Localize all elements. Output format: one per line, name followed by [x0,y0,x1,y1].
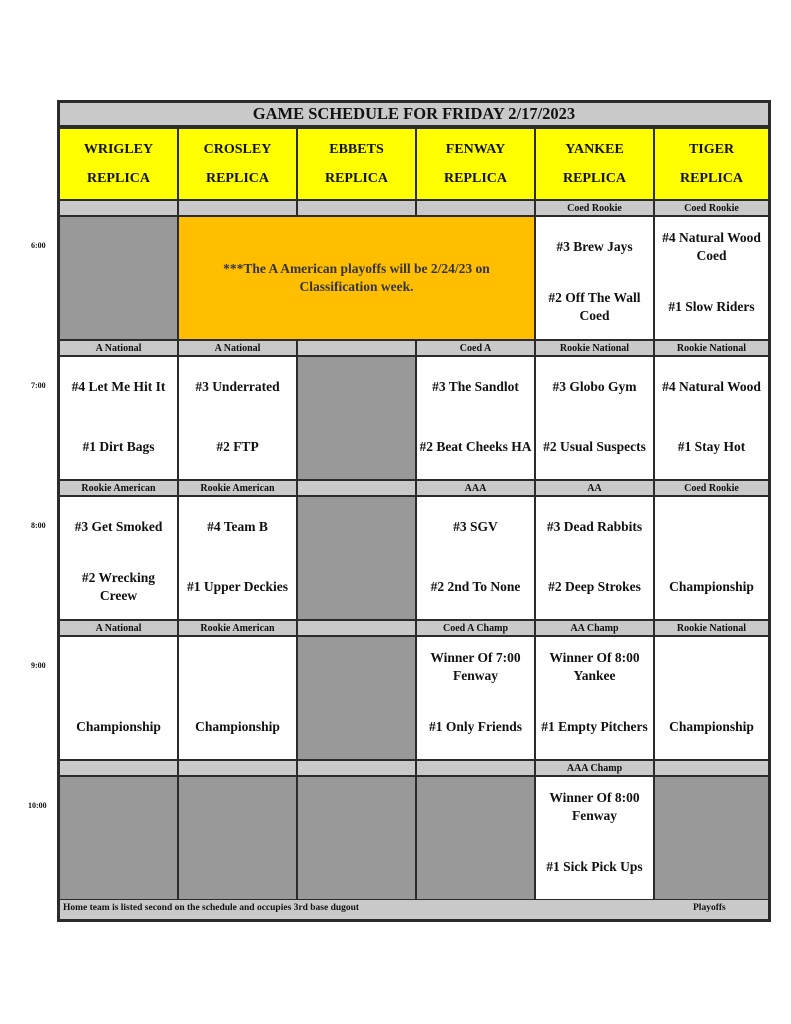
home-team: #3 Brew Jays [556,239,633,254]
field-name: WRIGLEY [83,141,154,157]
empty-slot [298,777,415,899]
division-label: Rookie American [179,481,296,495]
game-cell [536,637,653,759]
game-cell [179,357,296,479]
away-team: #1 Empty Pitchers [541,719,648,734]
home-team: #4 Team B [207,519,268,534]
empty-slot [298,357,415,479]
away-team: #2 Off The Wall Coed [548,290,641,323]
division-label [60,201,177,215]
division-label [298,621,415,635]
division-label: Rookie National [536,341,653,355]
division-label [60,761,177,775]
time-label: 8:00 [31,521,46,530]
home-team: #3 The Sandlot [432,379,519,394]
away-team: #2 Deep Strokes [548,579,641,594]
division-label [655,761,768,775]
field-subtitle: REPLICA [205,170,269,186]
division-label [179,761,296,775]
home-team: #4 Let Me Hit It [71,379,166,394]
field-header-fenway [417,129,534,199]
away-team: #1 Only Friends [428,719,522,734]
division-label [417,761,534,775]
footer [60,900,768,919]
game-title: Championship [669,579,754,594]
division-label: Rookie National [655,621,768,635]
field-header-crosley [179,129,296,199]
field-subtitle: REPLICA [443,170,507,186]
field-name: YANKEE [565,141,624,157]
announcement-banner: ***The A American playoffs will be 2/24/23 on Classification week. [179,217,534,339]
game-title: Championship [669,719,754,734]
game-cell [655,217,768,339]
field-header-tiger [655,129,768,199]
game-cell [655,637,768,759]
field-name: TIGER [688,141,735,157]
away-team: #1 Slow Riders [668,299,755,314]
division-label [298,481,415,495]
division-label [298,341,415,355]
game-cell [536,217,653,339]
away-team: #1 Upper Deckies [187,579,288,594]
field-subtitle: REPLICA [86,170,150,186]
field-subtitle: REPLICA [562,170,626,186]
game-cell [60,357,177,479]
division-label: Rookie American [60,481,177,495]
home-team: Winner Of 7:00 Fenway [430,650,521,683]
empty-slot [60,217,177,339]
division-label [417,201,534,215]
division-label: AA [536,481,653,495]
field-name: CROSLEY [203,141,272,157]
footer-playoffs-label: Playoffs [693,903,726,913]
schedule-title: GAME SCHEDULE FOR FRIDAY 2/17/2023 [60,103,768,127]
home-team: #3 Globo Gym [552,379,637,394]
time-label: 7:00 [31,381,46,390]
field-header-ebbets [298,129,415,199]
game-cell [179,497,296,619]
division-label: Coed A [417,341,534,355]
game-cell [655,357,768,479]
away-team: #2 Wrecking Creew [81,570,156,603]
field-header-wrigley [60,129,177,199]
game-cell [536,777,653,899]
home-team: Winner Of 8:00 Fenway [549,790,640,823]
empty-slot [60,777,177,899]
time-label: 10:00 [28,801,47,810]
division-label: A National [60,341,177,355]
time-label: 9:00 [31,661,46,670]
game-cell [536,497,653,619]
division-label: AAA [417,481,534,495]
home-team: #4 Natural Wood Coed [662,230,761,263]
game-cell [60,637,177,759]
away-team: #2 FTP [216,439,259,454]
division-label: AA Champ [536,621,653,635]
division-label [179,201,296,215]
home-team: #3 Get Smoked [74,519,163,534]
home-team: #3 Dead Rabbits [546,519,643,534]
field-name: FENWAY [445,141,506,157]
time-label: 6:00 [31,241,46,250]
division-label: Coed Rookie [655,201,768,215]
field-header-yankee [536,129,653,199]
game-cell [536,357,653,479]
game-title: Championship [195,719,280,734]
game-cell [417,497,534,619]
game-cell [417,357,534,479]
away-team: #2 2nd To None [430,579,521,594]
away-team: #2 Usual Suspects [543,439,646,454]
field-name: EBBETS [329,141,384,157]
away-team: #1 Sick Pick Ups [546,859,643,874]
game-title: Championship [76,719,161,734]
home-team: Winner Of 8:00 Yankee [549,650,640,683]
field-subtitle: REPLICA [679,170,743,186]
empty-slot [298,497,415,619]
game-cell [179,637,296,759]
game-cell [60,497,177,619]
away-team: #2 Beat Cheeks HA [419,439,532,454]
footer-note: Home team is listed second on the schedule and occupies 3rd base dugout [63,903,360,913]
field-subtitle: REPLICA [324,170,388,186]
division-label: Rookie National [655,341,768,355]
division-label: Rookie American [179,621,296,635]
empty-slot [655,777,768,899]
away-team: #1 Dirt Bags [82,439,155,454]
game-cell [655,497,768,619]
division-label: AAA Champ [536,761,653,775]
empty-slot [417,777,534,899]
home-team: #3 SGV [453,519,498,534]
division-label: Coed Rookie [655,481,768,495]
division-label [298,761,415,775]
away-team: #1 Stay Hot [677,439,746,454]
division-label: A National [60,621,177,635]
division-label: Coed A Champ [417,621,534,635]
division-label: A National [179,341,296,355]
home-team: #4 Natural Wood [662,379,761,394]
empty-slot [179,777,296,899]
division-label [298,201,415,215]
empty-slot [298,637,415,759]
schedule-table [57,100,771,922]
division-label: Coed Rookie [536,201,653,215]
game-cell [417,637,534,759]
home-team: #3 Underrated [195,379,280,394]
